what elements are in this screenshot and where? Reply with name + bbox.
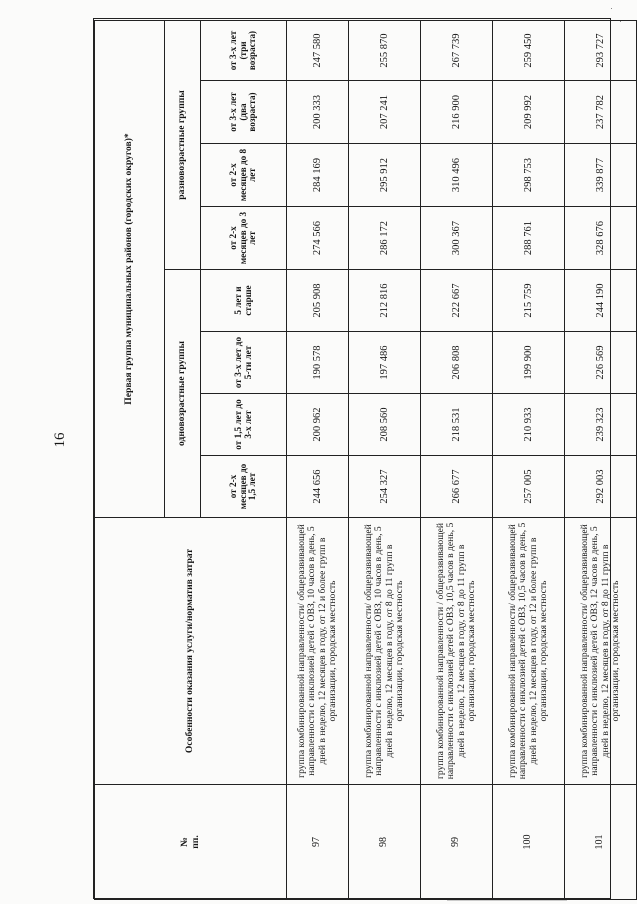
- header-mixed-age: разновозрастные группы: [165, 20, 201, 269]
- row-description: группа комбинированной направленности/ общеразвивающей направленности с инклюзией детей с ОВЗ, 10 часов в день, 5 дней в неделю, 12 месяцев в году, от 12 и более групп в организации, городская местность: [287, 518, 349, 785]
- cost-value: 295 912: [349, 144, 421, 207]
- cost-value: 284 169: [287, 144, 349, 207]
- header-description: Особенности оказания услуги/норматив затрат: [95, 518, 287, 785]
- cost-value: 266 677: [421, 456, 493, 518]
- cost-value: 339 877: [565, 144, 637, 207]
- cost-value: 286 172: [349, 207, 421, 270]
- subheader: от 2-х месяцев до 8 лет: [201, 144, 287, 207]
- cost-value: 207 241: [349, 81, 421, 144]
- subheader: 5 лет и старше: [201, 270, 287, 332]
- cost-value: 209 992: [493, 81, 565, 144]
- cost-value: 310 496: [421, 144, 493, 207]
- cost-value: 199 900: [493, 332, 565, 394]
- cost-value: 215 759: [493, 270, 565, 332]
- cost-value: 218 531: [421, 394, 493, 456]
- row-description: группа комбинированной направленности/ общеразвивающей направленности с инклюзией детей с ОВЗ, 10 часов в день, 5 дней в неделю, 12 месяцев в году, от 8 до 11 групп в организации, городская местность: [349, 518, 421, 785]
- header-single-age: одновозрастные группы: [165, 270, 201, 518]
- table-row: [421, 20, 493, 899]
- cost-value: 259 450: [493, 20, 565, 80]
- row-description: группа комбинированной направленности/ общеразвивающей направленности с инклюзией детей с ОВЗ, 10,5 часов в день, 5 дней в неделю, 12 месяцев в году, от 12 и более групп в организации, городская местность: [493, 518, 565, 785]
- cost-value: 254 327: [349, 456, 421, 518]
- row-number: 98: [349, 785, 421, 900]
- row-number: 97: [287, 785, 349, 900]
- row-number: 101: [565, 785, 637, 900]
- subheader: от 3-х лет (три возраста): [201, 20, 287, 80]
- cost-value: 292 003: [565, 456, 637, 518]
- subheader: от 3-х лет (два возраста): [201, 81, 287, 144]
- cost-value: 205 908: [287, 270, 349, 332]
- cost-value: 222 667: [421, 270, 493, 332]
- cost-value: 200 962: [287, 394, 349, 456]
- cost-value: 216 900: [421, 81, 493, 144]
- cost-value: 257 005: [493, 456, 565, 518]
- header-first-group: Первая группа муниципальных районов (городских округов)*: [95, 20, 165, 517]
- cost-value: 226 569: [565, 332, 637, 394]
- row-description: группа комбинированной направленности/ общеразвивающей направленности с инклюзией детей с ОВЗ, 12 часов в день, 5 дней в неделю, 12 месяцев в году, от 8 до 11 групп в организации, городская местность: [565, 518, 637, 785]
- cost-value: 288 761: [493, 207, 565, 270]
- cost-value: 200 333: [287, 81, 349, 144]
- cost-value: 197 486: [349, 332, 421, 394]
- cost-value: 212 816: [349, 270, 421, 332]
- cost-value: 293 727: [565, 20, 637, 80]
- cost-value: 298 753: [493, 144, 565, 207]
- subheader: от 1,5 лет до 3-х лет: [201, 394, 287, 456]
- cost-value: 274 566: [287, 207, 349, 270]
- cost-norms-table: [93, 18, 621, 899]
- table-row: [349, 20, 421, 899]
- cost-value: 210 933: [493, 394, 565, 456]
- row-description: группа комбинированной направленности / общеразвивающей направленности с инклюзией детей с ОВЗ, 10,5 часов в день, 5 дней в неделю, 12 месяцев в году, от 8 до 11 групп в организации, городская местность: [421, 518, 493, 785]
- cost-value: 267 739: [421, 20, 493, 80]
- subheader: от 3-х лет до 5-ти лет: [201, 332, 287, 394]
- cost-value: 244 190: [565, 270, 637, 332]
- cost-value: 244 656: [287, 456, 349, 518]
- cost-value: 237 782: [565, 81, 637, 144]
- cost-value: 206 808: [421, 332, 493, 394]
- row-number: 100: [493, 785, 565, 900]
- cost-value: 247 580: [287, 20, 349, 80]
- table-row: [287, 20, 349, 899]
- page-number: 16: [52, 432, 68, 448]
- cost-value: 328 676: [565, 207, 637, 270]
- header-number: № пп.: [95, 785, 287, 900]
- cost-value: 208 560: [349, 394, 421, 456]
- table-row: [493, 20, 565, 899]
- subheader: от 2-х месяцев до 3 лет: [201, 207, 287, 270]
- cost-value: 255 870: [349, 20, 421, 80]
- subheader: от 2-х месяцев до 1,5 лет: [201, 456, 287, 518]
- table-row: [565, 20, 637, 899]
- cost-value: 190 578: [287, 332, 349, 394]
- cost-value: 300 367: [421, 207, 493, 270]
- cost-value: 239 323: [565, 394, 637, 456]
- row-number: 99: [421, 785, 493, 900]
